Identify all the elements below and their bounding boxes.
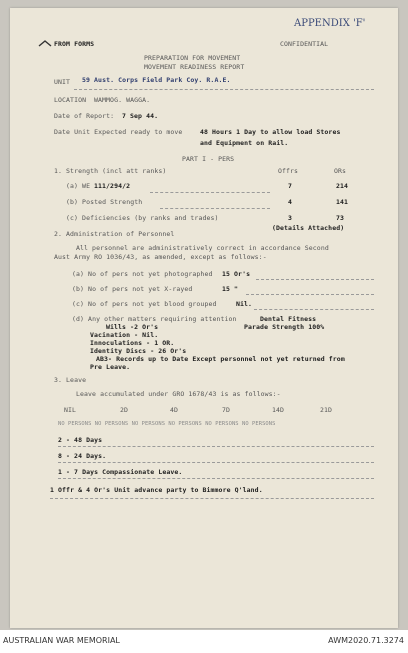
rule	[50, 498, 374, 499]
xray-label: (b) No of pers not yet X-rayed	[72, 285, 193, 293]
we-label: (a) WE	[66, 182, 91, 190]
other-label: (d) Any other matters requiring attention	[72, 315, 237, 323]
posted-offrs: 4	[288, 198, 293, 206]
parade: Parade Strength 100%	[244, 323, 325, 331]
readiness-value: 48 Hours 1 Day to allow load Stores	[200, 128, 341, 136]
leave-entry-3: 1 - 7 Days Compassionate Leave.	[58, 468, 183, 476]
dental: Dental Fitness	[260, 315, 317, 323]
deficiencies-ors: 73	[336, 214, 345, 222]
binder-clip-icon	[38, 40, 52, 48]
location-value: WAMMOG. WAGGA.	[94, 96, 151, 104]
rule	[58, 478, 374, 479]
document-page	[10, 8, 398, 628]
leave-col-nil: NIL	[64, 406, 77, 414]
part-heading: PART I - PERS	[182, 155, 235, 163]
unit-label: UNIT	[54, 78, 71, 86]
innoculations: Innoculations - 1 OR.	[90, 339, 175, 347]
posted-ors: 141	[336, 198, 349, 206]
vaccination: Vacination - Nil.	[90, 331, 159, 339]
rule	[246, 294, 374, 295]
leave-col-2d: 2D	[120, 406, 129, 414]
leave-col-14d: 14D	[272, 406, 285, 414]
leave-heading: 3. Leave	[54, 376, 87, 384]
leave-entry-2: 8 - 24 Days.	[58, 452, 107, 460]
footer-bar	[0, 630, 408, 653]
posted-label: (b) Posted Strength	[66, 198, 143, 206]
pre-leave: Pre Leave.	[90, 363, 131, 371]
date-label: Date of Report:	[54, 112, 115, 120]
leave-col-7d: 7D	[222, 406, 231, 414]
leave-col-4d: 4D	[170, 406, 179, 414]
title-line-1: PREPARATION FOR MOVEMENT	[144, 54, 241, 62]
xray-value: 15 "	[222, 285, 239, 293]
details-attached: (Details Attached)	[272, 224, 345, 232]
leave-col-21d: 21D	[320, 406, 333, 414]
admin-line-2: Aust Army RO 1036/43, as amended, except as follows:-	[54, 253, 267, 261]
deficiencies-label: (c) Deficiencies (by ranks and trades)	[66, 214, 219, 222]
leave-entry-1: 2 - 48 Days	[58, 436, 103, 444]
rule	[74, 89, 374, 90]
rule	[160, 208, 270, 209]
form-header-left: FROM FORMS	[54, 40, 95, 48]
archive-reference: AWM2020.71.3274	[328, 636, 404, 645]
strength-heading: 1. Strength (incl att ranks)	[54, 167, 167, 175]
rule	[254, 309, 374, 310]
admin-heading: 2. Administration of Personnel	[54, 230, 175, 238]
rule	[256, 279, 374, 280]
ab3-records: AB3- Records up to Date Except personnel not yet returned from	[96, 355, 345, 363]
readiness-label: Date Unit Expected ready to move	[54, 128, 183, 136]
appendix-annotation: APPENDIX 'F'	[294, 18, 366, 29]
identity-discs: Identity Discs - 26 Or's	[90, 347, 187, 355]
date-value: 7 Sep 44.	[122, 112, 159, 120]
blood-value: Nil.	[236, 300, 253, 308]
admin-line-1: All personnel are administratively correct in accordance Second	[76, 244, 329, 252]
readiness-value-2: and Equipment on Rail.	[200, 139, 289, 147]
unit-value: 59 Aust. Corps Field Park Coy. R.A.E.	[82, 76, 231, 84]
we-detail: 111/294/2	[94, 182, 131, 190]
photo-label: (a) No of pers not yet photographed	[72, 270, 213, 278]
blood-label: (c) No of pers not yet blood grouped	[72, 300, 217, 308]
deficiencies-offrs: 3	[288, 214, 293, 222]
classification: CONFIDENTIAL	[280, 40, 329, 48]
archive-name: AUSTRALIAN WAR MEMORIAL	[3, 636, 120, 645]
advance-party: 1 Offr & 4 Or's Unit advance party to Bimmore Q'land.	[50, 486, 263, 494]
wills: Wills -2 Or's	[106, 323, 159, 331]
we-ors: 214	[336, 182, 349, 190]
location-label: LOCATION	[54, 96, 87, 104]
leave-fill: NO PERSONS NO PERSONS NO PERSONS NO PERSONS NO PERSONS NO PERSONS	[58, 421, 276, 427]
rule	[58, 446, 374, 447]
title-line-2: MOVEMENT READINESS REPORT	[144, 63, 245, 71]
col-ors: ORs	[334, 167, 347, 175]
leave-line: Leave accumulated under GRO 1678/43 is as follows:-	[76, 390, 281, 398]
rule	[58, 462, 374, 463]
col-offrs: Offrs	[278, 167, 299, 175]
rule	[150, 192, 270, 193]
we-offrs: 7	[288, 182, 293, 190]
photo-value: 15 Or's	[222, 270, 251, 278]
